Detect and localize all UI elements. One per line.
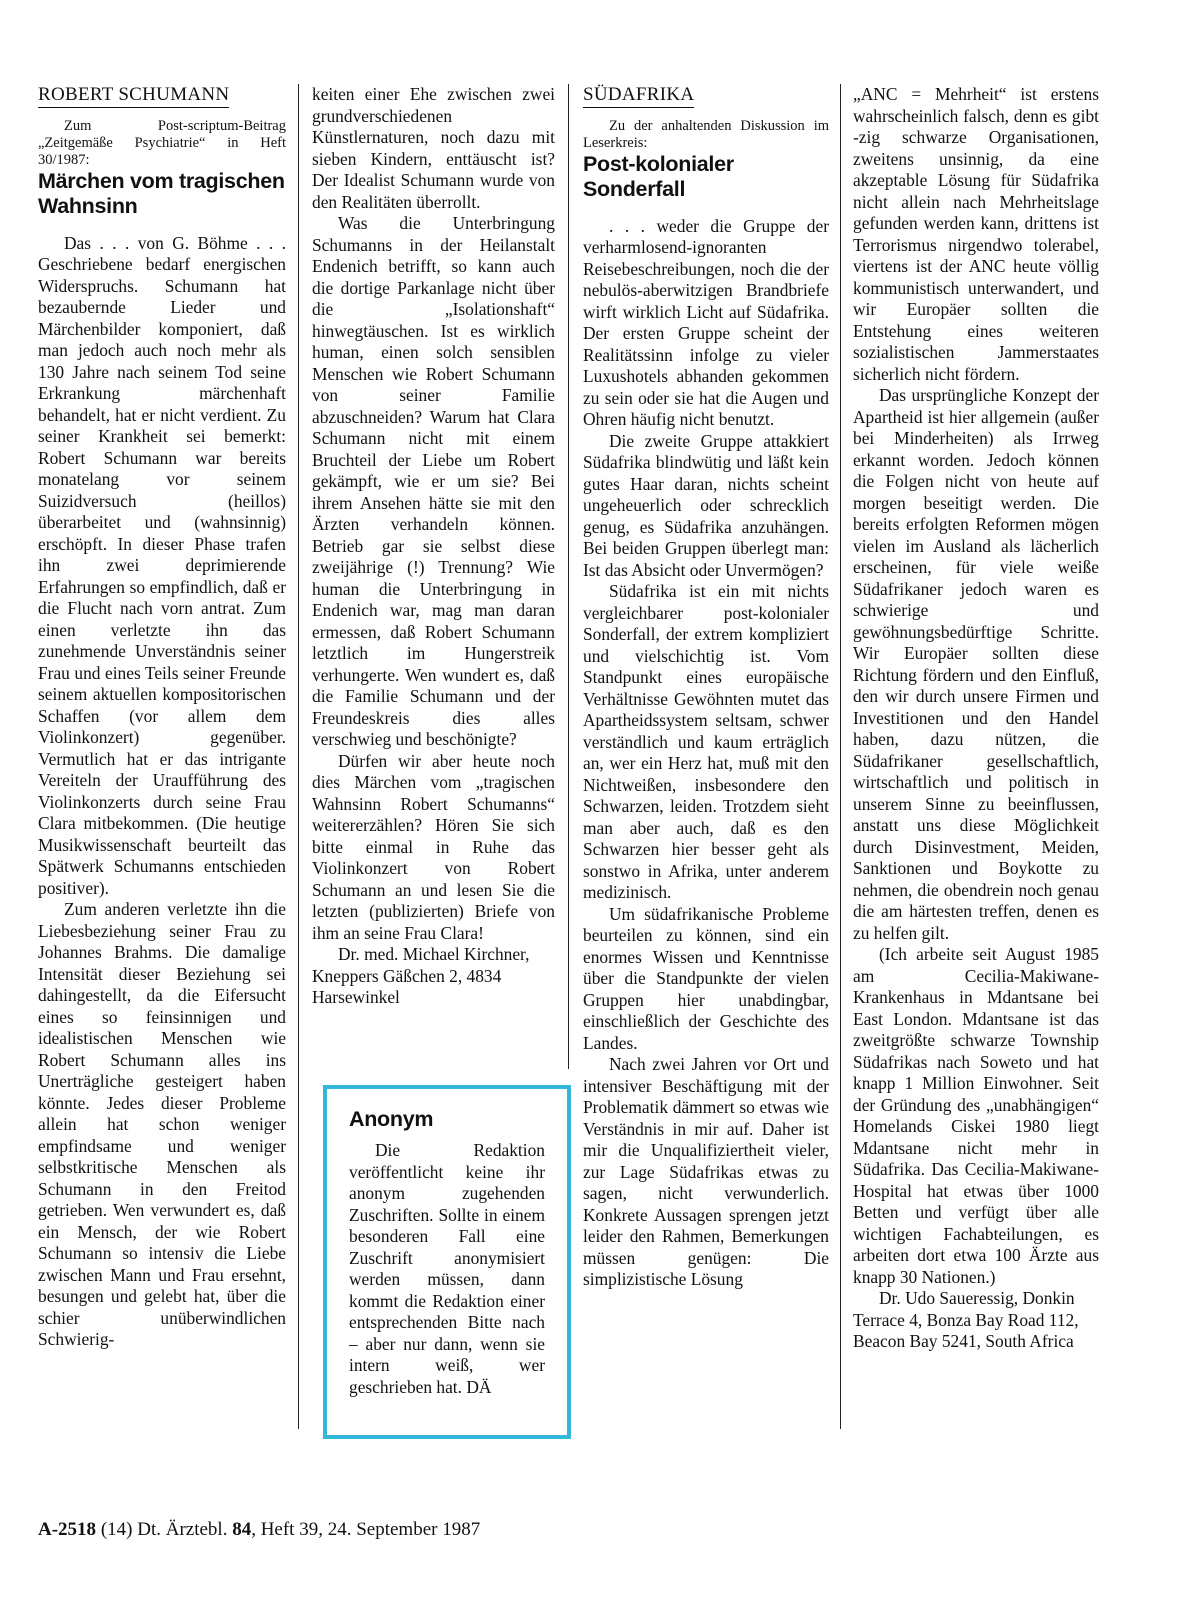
page-number: A-2518 <box>38 1519 97 1540</box>
paragraph: . . . weder die Gruppe der verharmlosend-ignoranten Reisebeschreibungen, noch die der nebulös-aberwitzigen Brandbriefe wirft wirklich Licht auf Südafrika. Der ersten Gruppe scheint der Realitätssinn infolge zu vieler Luxushotels abhanden gekommen zu sein oder sie hat die Augen und Ohren häufig nicht benutzt. <box>583 215 829 429</box>
paragraph: Dürfen wir aber heute noch dies Märchen vom „tragischen Wahnsinn Robert Schumanns“ weitererzählen? Hören Sie sich bitte einmal in Ruhe das Violinkonzert von Robert Schumann an und lesen Sie die letzten (publizierten) Briefe von ihm an seine Frau Clara! <box>312 750 555 943</box>
paragraph: Das ursprüngliche Konzept der Apartheid ist hier allgemein (außer bei Minderheiten) als Irrweg erkannt worden. Jedoch können die Folgen nicht von heute auf morgen beseitigt werden. Die bereits erfolgten Reformen mögen vielen im Ausland als lächerlich erscheinen, für viele weiße Südafrikaner jedoch waren es schwierige und gewöhnungsbedürftige Schritte. Wir Europäer sollten diese Richtung fördern und den Einfluß, den wir durch unsere Firmen und Investitionen und den Handel haben, dazu nützen, die Südafrikaner gesellschaftlich, wirtschaftlich und politisch in unserem Sinne zu beeinflussen, anstatt uns diese Möglichkeit durch Disinvestment, Meiden, Sanktionen und Boykotte zu nehmen, die obendrein noch genau die am härtesten treffen, denen es zu helfen gilt. <box>853 385 1099 943</box>
paragraph: Nach zwei Jahren vor Ort und intensiver Beschäftigung mit der Problematik dämmert so etwas wie Verständnis in mir auf. Daher ist mir die Unqualifiziertheit vieler, zur Lage Südafrikas etwas zu sagen, nicht verwunderlich. Konkrete Aussagen sprengen jetzt leider den Rahmen, Bemerkungen müssen genügen: Die simplizistische Lösung <box>583 1054 829 1289</box>
paragraph: (Ich arbeite seit August 1985 am Cecilia-Makiwane-Krankenhaus in Mdantsane bei East London. Mdantsane ist das zweitgrößte schwarze Township Südafrikas nach Soweto und hat knapp 1 Million Einwohner. Seit der Gründung des „unabhängigen“ Homelands Ciskei 1980 liegt Mdantsane nicht mehr in Südafrika. Das Cecilia-Makiwane-Hospital hat etwas über 1000 Betten und verfügt über alle wichtigen Fachabteilungen, es arbeiten dort etwa 100 Ärzte aus knapp 30 Nationen.) <box>853 944 1099 1287</box>
headline-suedafrika: Post-kolonialer Sonderfall <box>583 151 734 201</box>
column-1 <box>38 84 286 1351</box>
column-4 <box>853 84 1099 1353</box>
footer-journal: (14) Dt. Ärztebl. <box>100 1519 233 1540</box>
signature-kirchner: Dr. med. Michael Kirchner, Kneppers Gäßchen 2, 4834 Harsewinkel <box>312 944 530 1007</box>
footer-issue-date: , Heft 39, 24. September 1987 <box>251 1519 481 1540</box>
paragraph: „ANC = Mehrheit“ ist erstens wahrscheinlich falsch, denn es gibt -zig schwarze Organisationen, zweitens unsinnig, da eine akzeptable Lösung für Südafrika nicht allein nach Mehrheitslage gefunden werden kann, drittens ist Terrorismus nirgendwo tolerabel, viertens ist der ANC heute völlig kommunistisch unterwandert, und wir Europäer sollten die Entstehung eines weiteren sozialistischen Jammerstaates sicherlich nicht fördern. <box>853 84 1099 384</box>
article-intro-schumann: Zum Post-scriptum-Beitrag „Zeitgemäße Psychiatrie“ in Heft 30/1987: <box>38 117 286 168</box>
headline-schumann: Märchen vom tragischen Wahnsinn <box>38 168 285 218</box>
paragraph: Um südafrikanische Probleme beurteilen zu können, sind ein enormes Wissen und Kenntnisse über die Standpunkte der vielen Gruppen hier unabdingbar, einschließlich der Geschichte des Landes. <box>583 903 829 1053</box>
page-footer <box>38 1519 480 1541</box>
paragraph: Südafrika ist ein mit nichts vergleichbarer post-kolonialer Sonderfall, der extrem kompliziert und vielschichtig ist. Vom Standpunkt eines europäische Verhältnisse Gewöhnten mutet das Apartheidssystem seltsam, schwer verständlich und kaum erträglich an, wer ein Herz hat, muß mit den Nichtweißen, insbesondere den Schwarzen, leiden. Trotzdem sieht man aber auch, daß es den Schwarzen hier besser geht als sonstwo in Afrika, unter anderem medizinisch. <box>583 581 829 902</box>
anonym-notice-text: Die Redaktion veröffentlicht keine ihr anonym zugehenden Zuschriften. Sollte in einem besonderen Fall eine Zuschrift anonymisiert werden müssen, dann kommt die Redaktion einer entsprechenden Bitte nach – aber nur dann, wenn sie intern weiß, wer geschrieben hat. DÄ <box>349 1140 545 1397</box>
paragraph: Die zweite Gruppe attakkiert Südafrika blindwütig und läßt kein gutes Haar daran, nichts scheint ungeheuerlich oder schrecklich genug, es Südafrika anzuhängen. Bei beiden Gruppen überlegt man: Ist das Absicht oder Unvermögen? <box>583 430 829 580</box>
article-intro-suedafrika: Zu der anhaltenden Diskussion im Leserkreis: <box>583 117 829 151</box>
paragraph: keiten einer Ehe zwischen zwei grundverschiedenen Künstlernaturen, noch dazu mit sieben Kindern, enttäuscht ist? Der Idealist Schumann wurde von den Realitäten überrollt. <box>312 84 555 212</box>
footer-volume: 84 <box>232 1519 252 1540</box>
column-divider <box>568 84 569 1069</box>
column-2 <box>312 84 555 1009</box>
column-divider <box>298 84 299 1429</box>
headline-anonym: Anonym <box>349 1107 434 1131</box>
paragraph: Was die Unterbringung Schumanns in der Heilanstalt Endenich betrifft, so kann auch die dortige Parkanlage nicht über die „Isolationshaft“ hinwegtäuschen. Ist es wirklich human, einen solch sensiblen Menschen wie Robert Schumann von seiner Familie abzuschneiden? Warum hat Clara Schumann nicht mit einem Bruchteil der Liebe um Robert gekämpft, wie er um sie? Bei ihrem Ansehen hätte sie mit den Ärzten verhandeln können. Betrieb gar sie selbst diese zweijährige (!) Trennung? Wie human die Unterbringung in Endenich war, mag man daran ermessen, daß Robert Schumann letztlich im Hungerstreik verhungerte. Wen wundert es, daß die Familie Schumann und der Freundeskreis dies alles verschwieg und beschönigte? <box>312 213 555 749</box>
paragraph: Das . . . von G. Böhme . . . Geschriebene bedarf energischen Widerspruchs. Schumann hat bezaubernde Lieder und Märchenbilder komponiert, daß man jedoch auch noch mehr als 130 Jahre nach seinem Tod seine Erkrankung märchenhaft behandelt, hat er nicht verdient. Zu seiner Krankheit sei bemerkt: Robert Schumann war bereits monatelang vor seinem Suizidversuch (heillos) überarbeitet und (wahnsinnig) erschöpft. In dieser Phase trafen ihn zwei deprimierende Erfahrungen so empfindlich, daß er die Flucht nach vorn antrat. Zum einen verletzte ihn das zunehmende Unverständnis seiner Frau und eines Teils seiner Freunde seinem aktuellen kompositorischen Schaffen (vor allem dem Violinkonzert) gegenüber. Vermutlich hat er das intrigante Vereiteln der Uraufführung des Violinkonzerts durch seine Frau Clara mitbekommen. (Die heutige Musikwissenschaft beurteilt das Spätwerk Schumanns entschieden positiver). <box>38 232 286 898</box>
column-3 <box>583 84 829 1291</box>
section-kicker-suedafrika: SÜDAFRIKA <box>583 84 694 108</box>
section-kicker-schumann: ROBERT SCHUMANN <box>38 84 229 108</box>
signature-saueressig: Dr. Udo Saueressig, Donkin Terrace 4, Bonza Bay Road 112, Beacon Bay 5241, South Africa <box>853 1288 1079 1351</box>
column-divider <box>840 84 841 1429</box>
paragraph: Zum anderen verletzte ihn die Liebesbeziehung seiner Frau zu Johannes Brahms. Die damalige Intensität dieser Beziehung sei dahingestellt, da die Eifersucht eines so feinsinnigen und idealistischen Menschen wie Robert Schumann alles ins Unerträgliche gesteigert haben könnte. Jedes dieser Probleme allein hat schon weniger empfindsame und weniger selbstkritische Menschen als Schumann in den Freitod getrieben. Wen verwundert es, daß ein Mensch, der wie Robert Schumann so intensiv die Liebe zwischen Mann und Frau ersehnt, besungen und gelebt hat, über die schier unüberwindlichen Schwierig- <box>38 899 286 1349</box>
anonym-notice-box <box>323 1085 571 1439</box>
